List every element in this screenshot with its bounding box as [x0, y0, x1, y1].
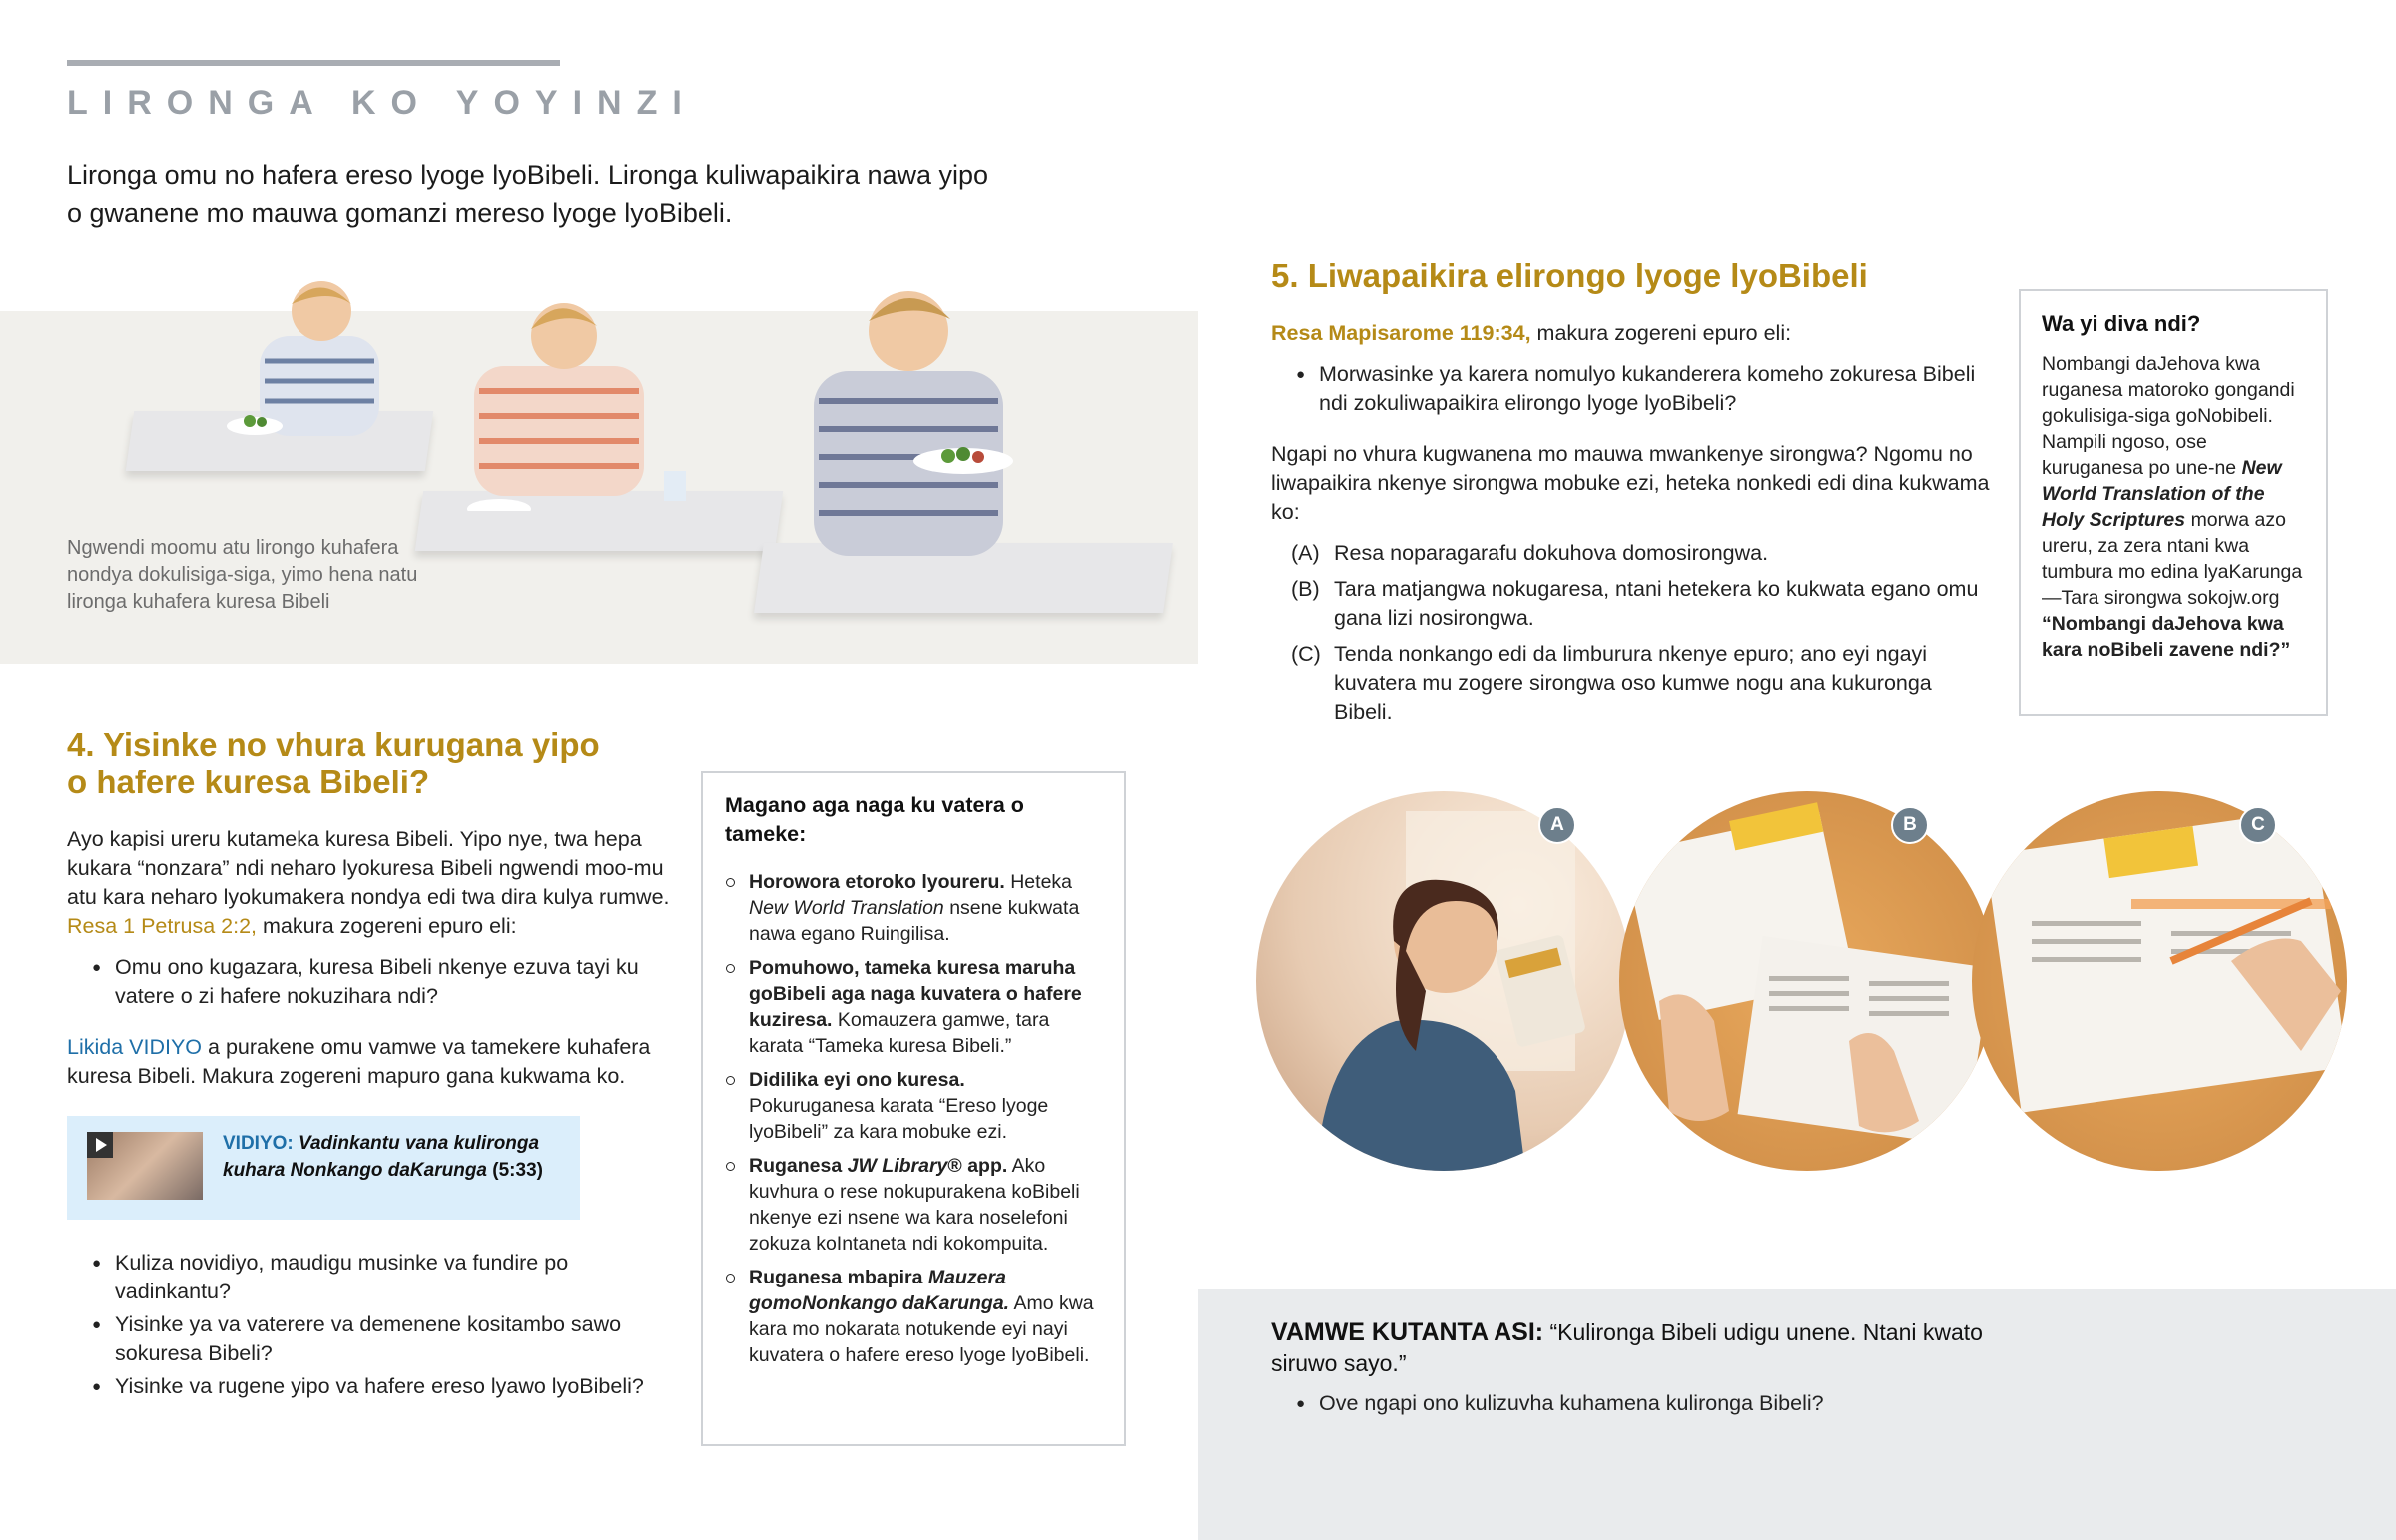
- section-5-body: [1271, 319, 1990, 734]
- video-question: ● Yisinke va rugene yipo va hafere ereso lyawo lyoBibeli?: [67, 1372, 666, 1401]
- play-icon[interactable]: [87, 1132, 113, 1158]
- intro-text: Lironga omu no hafera ereso lyoge lyoBibeli. Lironga kuliwapaikira nawa yipo o gwanene mo mauwa gomanzi mereso lyoge lyoBibeli.: [67, 160, 989, 228]
- step-c: (C) Tenda nonkango edi da limburura nkenye epuro; ano eyi ngayi kuvatera mu zogere sirongwa oso kumwe nogu ana kukuronga Bibeli.: [1291, 642, 1932, 724]
- page-title: LIRONGA KO YOYINZI: [67, 84, 697, 122]
- section-4-paragraph: Ayo kapisi ureru kutameka kuresa Bibeli. Yipo nye, twa hepa kukara “nonzara” ndi neharo lyokuresa Bibeli ngwendi moo-mu atu kara neharo lyokumakera nondya edi twa dira kulya rumwe. Resa 1 Petrusa 2:2, makura zogereni epuro eli:: [67, 827, 670, 938]
- video-question: ● Yisinke ya va vaterere va demenene kositambo sawo sokuresa Bibeli?: [67, 1310, 666, 1368]
- boy-eating-illustration: [419, 271, 689, 511]
- tip-item: Horowora etoroko lyoureru. Heteka New World Translation nsene kukwata nawa egano Ruingilisa.: [725, 869, 1104, 947]
- badge-b: B: [1891, 806, 1929, 844]
- objection-question: ● Ove ngapi ono kulizuvha kuhamena kulironga Bibeli?: [1271, 1389, 1990, 1418]
- section-5-paragraph: Ngapi no vhura kugwanena mo mauwa mwankenye sirongwa? Ngomu no liwapaikira nkenye sirongwa mobuke ezi, heteka nonkedi edi dina kukwama ko:: [1271, 442, 1990, 524]
- video-thumbnail[interactable]: [87, 1132, 203, 1200]
- circle-b-image: [1619, 791, 1995, 1171]
- tips-box: [701, 771, 1126, 1446]
- steps-list: [1271, 539, 1990, 727]
- step-b: (B) Tara matjangwa nokugaresa, ntani hetekera ko kukwata egano omu gana lizi nosirongwa.: [1291, 577, 1979, 630]
- video-paragraph: Likida VIDIYO a purakene omu vamwe va tamekere kuhafera kuresa Bibeli. Makura zogereni mapuro gana kukwama ko.: [67, 1035, 651, 1088]
- sidebar-title: Wa yi diva ndi?: [2042, 311, 2201, 336]
- boy-bored-illustration: [210, 266, 409, 436]
- tip-item: Ruganesa mbapira Mauzera gomoNonkango daKarunga. Amo kwa kara mo nokarata notukende eyi nayi kuvatera o hafere ereso lyoge lyoBibeli.: [725, 1265, 1104, 1368]
- section-4-heading: 4. Yisinke no vhura kurugana yipo o hafere kuresa Bibeli?: [67, 726, 600, 800]
- header-rule: [67, 60, 560, 66]
- section-5-intro: Resa Mapisarome 119:34, makura zogereni epuro eli:: [1271, 321, 1792, 345]
- tips-list: [725, 869, 1104, 1376]
- sidebar-text: Nombangi daJehova kwa ruganesa matoroko gongandi gokulisiga-siga goNobibeli. Nampili ngoso, ose kuruganesa po une-ne New World Translation of the Holy Scriptures morwa azo ureru, za zera ntani kwa tumbura mo edina lyaKarunga—Tara sirongwa sokojw.org “Nombangi daJehova kwa kara noBibeli zavene ndi?”: [2042, 353, 2303, 661]
- step-a: (A) Resa noparagarafu dokuhova domosirongwa.: [1291, 541, 1769, 565]
- circle-a-image: [1256, 791, 1631, 1171]
- circle-c-image: [1972, 791, 2347, 1171]
- boy-smiling-illustration: [799, 261, 1028, 561]
- video-link[interactable]: Likida VIDIYO: [67, 1035, 203, 1059]
- badge-c: C: [2239, 806, 2277, 844]
- section-5-question: ● Morwasinke ya karera nomulyo kukanderera komeho zokuresa Bibeli ndi zokuliwapaikira elirongo lyoge lyoBibeli?: [1271, 360, 1990, 418]
- video-question: ● Kuliza novidiyo, maudigu musinke va fundire po vadinkantu?: [67, 1249, 666, 1306]
- did-you-know-box: [2019, 289, 2328, 716]
- objection-label: VAMWE KUTANTA ASI:: [1271, 1318, 1544, 1346]
- badge-a: A: [1538, 806, 1576, 844]
- tip-item: Didilika eyi ono kuresa. Pokuruganesa karata “Ereso lyoge lyoBibeli” za kara mobuke ezi.: [725, 1067, 1104, 1145]
- video-questions: [67, 1249, 666, 1405]
- tip-item: Pomuhowo, tameka kuresa maruha goBibeli aga naga kuvatera o hafere kuziresa. Komauzera gamwe, tara karata “Tameka kuresa Bibeli.”: [725, 955, 1104, 1059]
- video-caption: VIDIYO: Vadinkantu vana kulironga kuhara Nonkango daKarunga (5:33): [223, 1133, 543, 1181]
- tips-title: Magano aga naga ku vatera o tameke:: [725, 793, 1024, 846]
- section-4-question: ● Omu ono kugazara, kuresa Bibeli nkenye ezuva tayi ku vatere o zi hafere nokuzihara ndi?: [67, 953, 676, 1011]
- tip-item: Ruganesa JW Library® app. Ako kuvhura o rese nokupurakena koBibeli nkenye ezi nsene wa kara noselefoni zokuza koIntaneta ndi kokompuita.: [725, 1153, 1104, 1257]
- objection-quote: VAMWE KUTANTA ASI: “Kulironga Bibeli udigu unene. Ntani kwato siruwo sayo.”: [1271, 1318, 1983, 1376]
- section-4-body: [67, 825, 676, 1091]
- video-box[interactable]: [67, 1116, 580, 1220]
- scripture-link-psalms[interactable]: Resa Mapisarome 119:34,: [1271, 321, 1531, 345]
- section-5-heading: 5. Liwapaikira elirongo lyoge lyoBibeli: [1271, 257, 1868, 294]
- photo-caption: Ngwendi moomu atu lirongo kuhafera nondya dokulisiga-siga, yimo hena natu lironga kuhafera kuresa Bibeli: [67, 537, 418, 613]
- scripture-link-1peter[interactable]: Resa 1 Petrusa 2:2,: [67, 914, 258, 938]
- objection-question-wrap: [1271, 1389, 1990, 1422]
